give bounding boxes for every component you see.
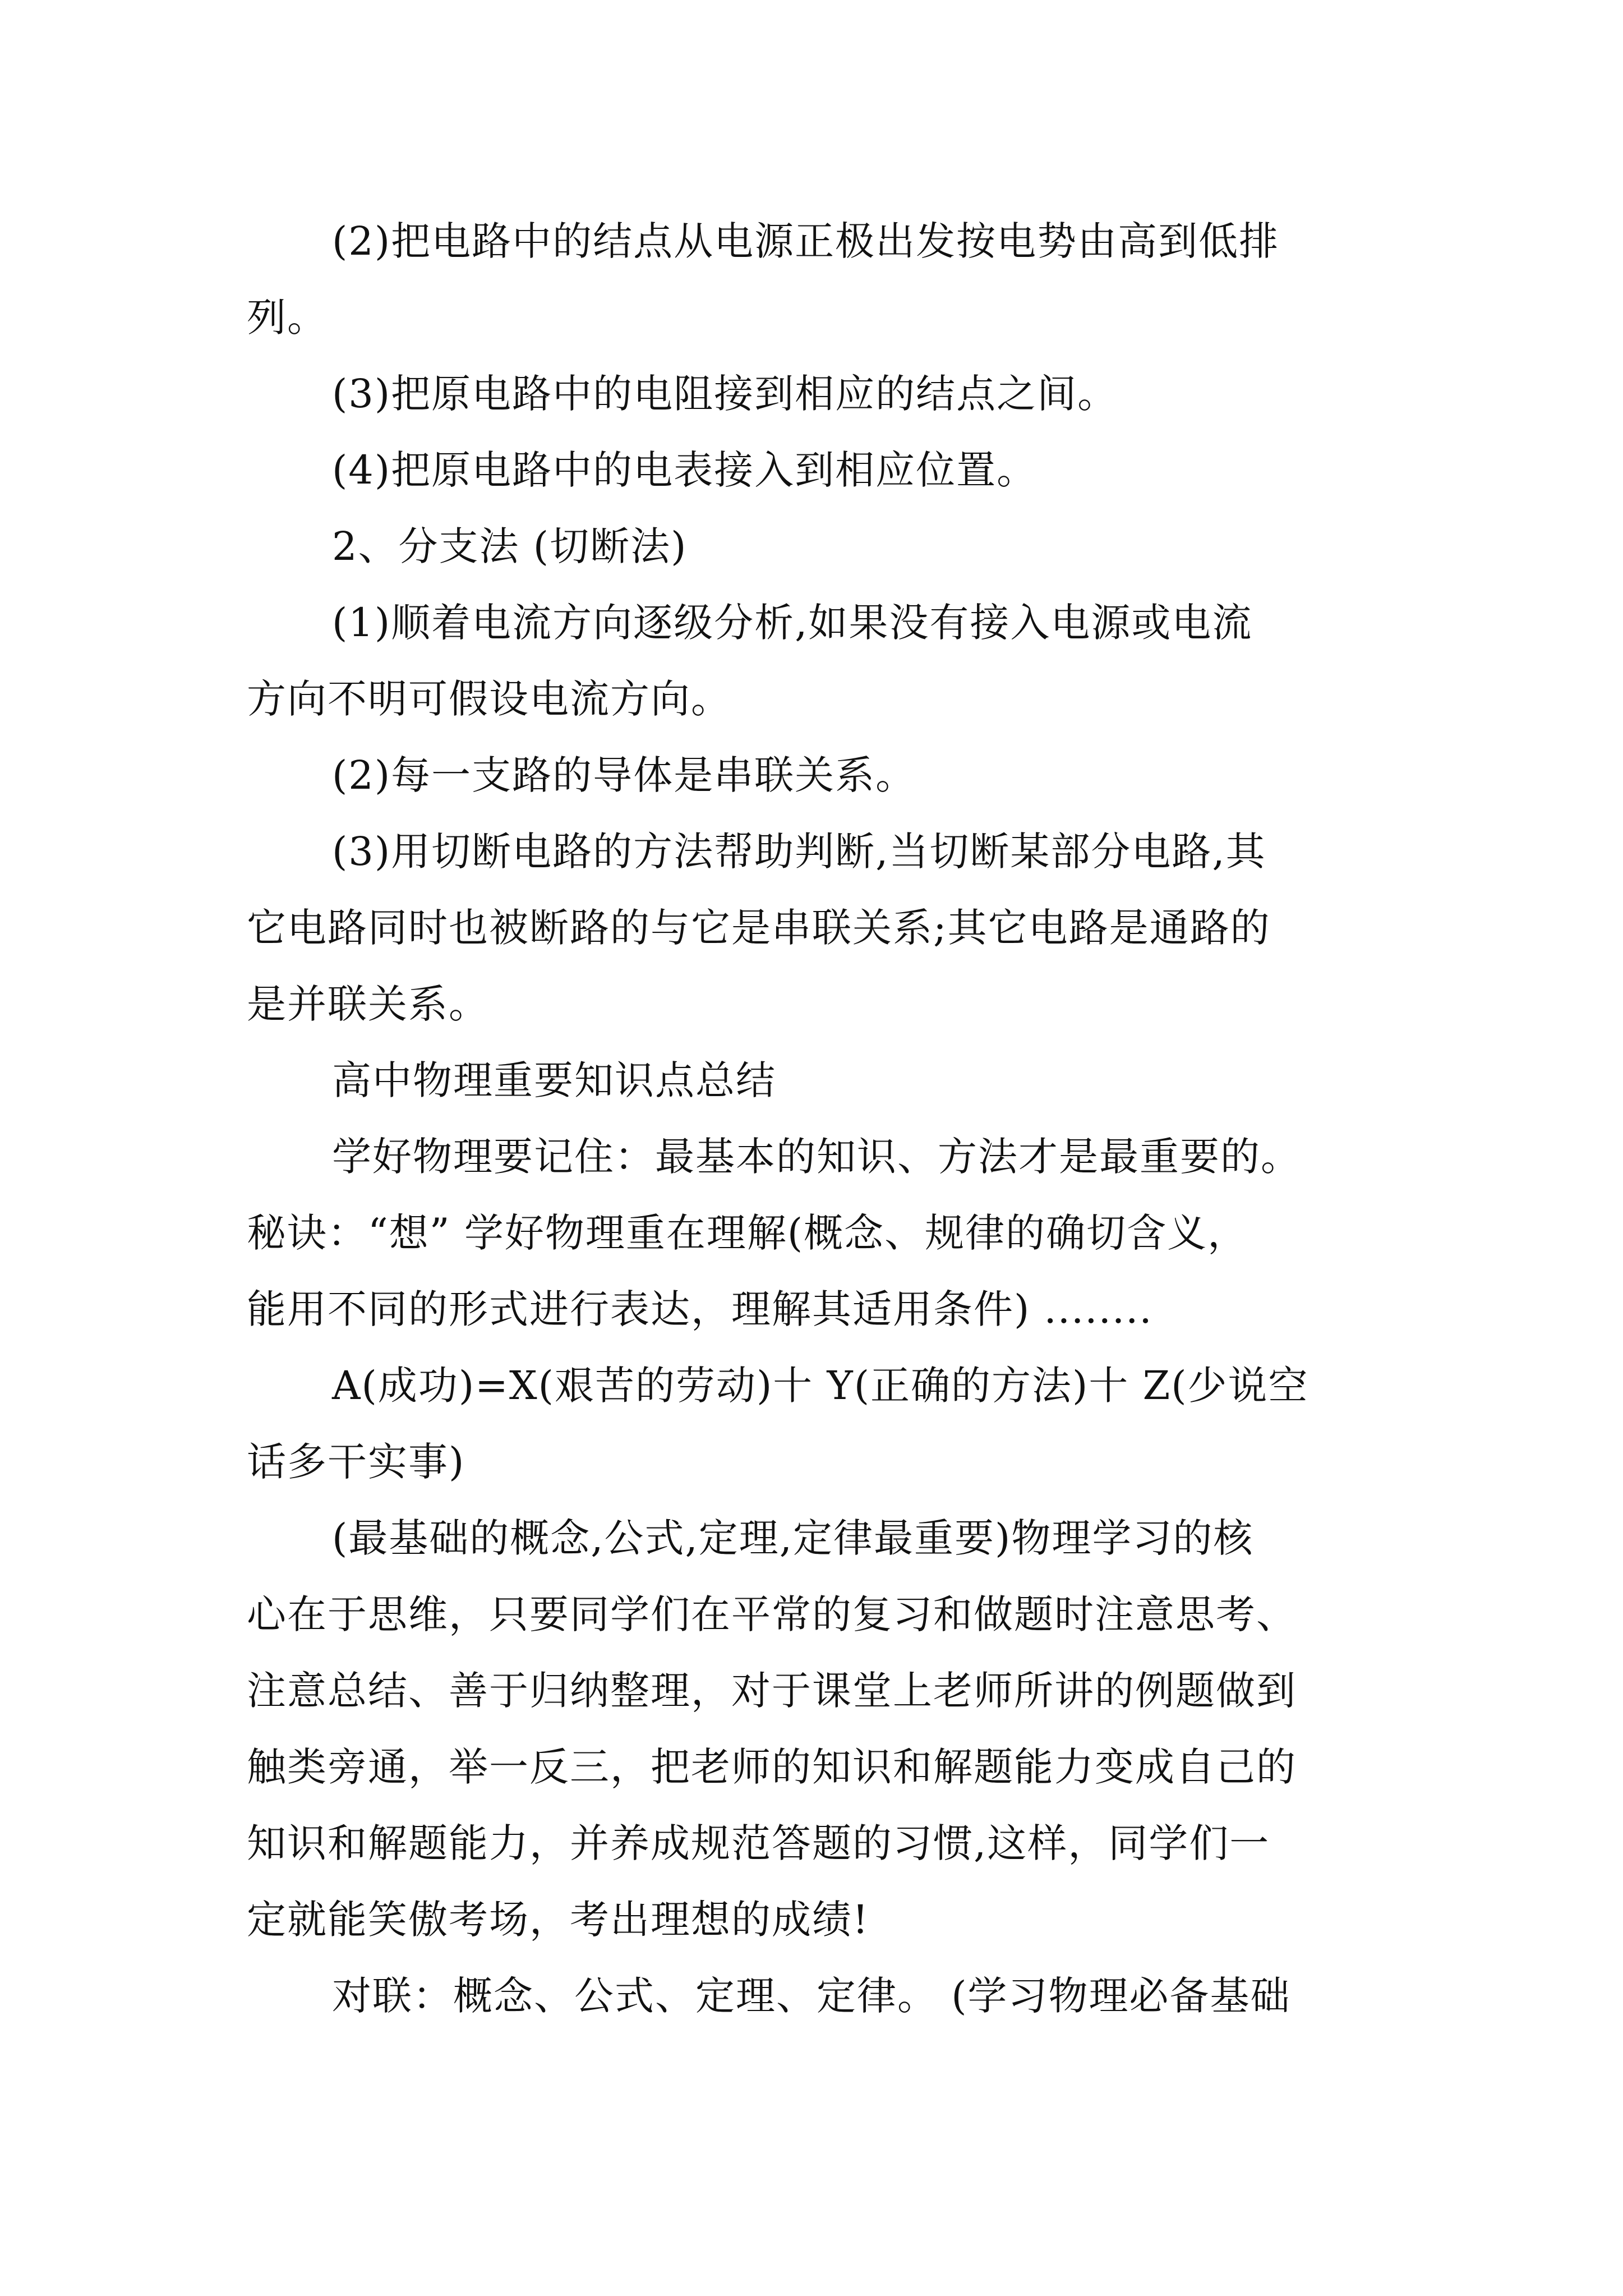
text-line: 列。 — [247, 295, 328, 341]
text-line: 话多干实事) — [247, 1439, 465, 1485]
text-line: 能用不同的形式进行表达，理解其适用条件) ........ — [247, 1286, 1153, 1332]
text-line: 它电路同时也被断路的与它是串联关系;其它电路是通路的 — [247, 905, 1271, 951]
text-line: 触类旁通，举一反三，把老师的知识和解题能力变成自己的 — [247, 1744, 1297, 1790]
text-line: (2)每一支路的导体是串联关系。 — [332, 752, 916, 798]
text-line: 定就能笑傲考场，考出理想的成绩! — [247, 1897, 870, 1943]
text-line: 秘诀：“想” 学好物理重在理解(概念、规律的确切含义， — [247, 1210, 1248, 1256]
text-line: 心在于思维，只要同学们在平常的复习和做题时注意思考、 — [247, 1591, 1297, 1637]
text-line: (4)把原电路中的电表接入到相应位置。 — [332, 447, 1038, 493]
text-line: (3)用切断电路的方法帮助判断,当切断某部分电路,其 — [332, 829, 1266, 875]
section-title: 高中物理重要知识点总结 — [332, 1057, 776, 1103]
text-line: 知识和解题能力，并养成规范答题的习惯,这样，同学们一 — [247, 1820, 1270, 1866]
text-line: (2)把电路中的结点从电源正极出发按电势由高到低排 — [332, 218, 1280, 264]
text-line: (3)把原电路中的电阻接到相应的结点之间。 — [332, 371, 1118, 417]
text-line: A(成功)=X(艰苦的劳动)十 Y(正确的方法)十 Z(少说空 — [332, 1363, 1309, 1409]
text-line: 对联：概念、公式、定理、定律。 (学习物理必备基础 — [332, 1973, 1291, 2019]
text-line: 是并联关系。 — [247, 981, 489, 1027]
text-line: (1)顺着电流方向逐级分析,如果没有接入电源或电流 — [332, 600, 1253, 646]
text-line: 学好物理要记住：最基本的知识、方法才是最重要的。 — [332, 1134, 1301, 1180]
text-line: 方向不明可假设电流方向。 — [247, 676, 731, 722]
section-heading: 2、分支法 (切断法) — [332, 523, 688, 569]
text-line: 注意总结、善于归纳整理，对于课堂上老师所讲的例题做到 — [247, 1668, 1297, 1714]
text-line: (最基础的概念,公式,定理,定律最重要)物理学习的核 — [332, 1515, 1254, 1561]
